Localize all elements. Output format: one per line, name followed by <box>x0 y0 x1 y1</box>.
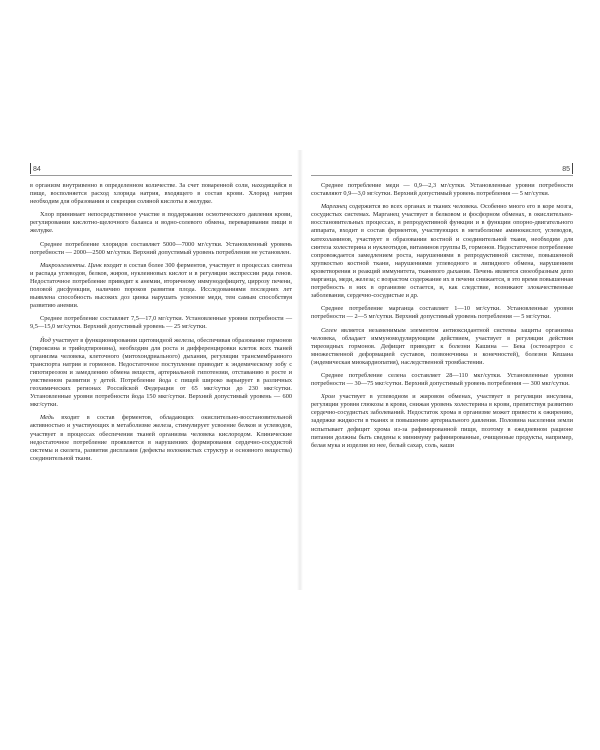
term-lead: Йод <box>40 336 51 344</box>
right-page-number: 85 <box>562 166 570 173</box>
paragraph: Хлор принимает непосредственное участие в поддержании осмотического давления крови, регулировании кислотно-щелочного баланса и водно-солевого обмена, переваривании пищи в желудке. <box>30 211 292 235</box>
left-header-rule <box>30 163 292 176</box>
left-page-body <box>30 182 292 463</box>
paragraph-text: содержится во всех органах и тканях человека. Особенно много его в коре мозга, сосудистых системах. Марганец участвует в белковом и фосфорном обменах, в окислительно-восстановительных процессах, в репродуктивной функции и в функции опорно-двигательного аппарата, входит в состав ферментов, участвующих в метаболизме аминокислот, углеводов, катехоламинов, участвует в образовании костной и соединительной ткани, необходим для синтеза холестерина и нуклеотидов, витаминов группы В, гормонов. Недостаточное потребление сопровождается замедлением роста, нарушениями в репродуктивной системе, повышенной хрупкостью костной ткани, нарушениями углеводного и липидного обмена, нарушением кроветворения и реакций иммунитета, тканевого дыхания. Печень является своеобразным депо марганца, меди, железа; с возрастом содержание их в печени снижается, в это время повышенная потребность в них в организме остается, и, как следствие, возникают злокачественные заболевания, сердечно-сосудистые и др. <box>311 203 574 300</box>
paragraph <box>30 337 292 410</box>
paragraph: Среднее потребление составляет 7,5—17,0 мг/сутки. Установленные уровни потребности — 9,5—15,0 мг/сутки. Верхний допустимый уровень — 25 мг/сутки. <box>30 315 292 331</box>
paragraph: Среднее потребление селена составляет 28—110 мкг/сутки. Установленные уровни потребности — 30—75 мкг/сутки. Верхний допустимый уровень потребления — 300 мкг/сутки. <box>311 371 573 388</box>
paragraph-text: является незаменимым элементом антиоксидантной системы защиты организма человека, обладает иммуномодулирующим действием, участвует в регуляции действия тиреоидных гормонов. Дефицит приводит к болезни Кашина — Бека (остеоартроз с множественной деформацией суставов, позвоночника и конечностей), болезни Кешана (эндемическая миокардиопатия), наследственной тромбастении. <box>311 326 573 366</box>
paragraph-text: участвует в углеводном и жировом обменах, участвует в регуляции инсулина, регуляции уровня глюкозы в крови, снижая уровень холестерина в крови, препятствуя развитию сердечно-сосудистых заболеваний. Недостаток хрома в организме может привести к ожирению, задержке жидкости в тканях и повышению артериального давления. Половина населения земли испытывает дефицит хрома из-за рафинированной пищи, поэтому в ежедневном рационе питания должны быть сведены к минимуму рафинированные, очищенные продукты, например, белая мука и изделия из нее, белый сахар, соль, каши <box>311 393 573 449</box>
page-gutter <box>297 150 303 590</box>
term-lead: Микроэлементы. Цинк <box>40 261 102 269</box>
paragraph <box>311 203 573 300</box>
right-header-rule <box>311 163 573 176</box>
paragraph-text: входит в состав ферментов, обладающих окислительно-восстановительной активностью и участвующих в метаболизме железа, стимулирует усвоение белков и углеводов, участвует в процессах обеспечения тканей организма человека кислородом. Клинические недостаточное потребление проявляется в нарушениях формирования сердечно-сосудистой системы и скелета, развития дисплазии (дефекты волокнистых структур и основного вещества) соединительной ткани. <box>30 414 292 462</box>
term-lead: Медь <box>40 414 54 422</box>
right-page-body <box>311 182 573 450</box>
term-lead: Марганец <box>321 203 348 211</box>
paragraph-text: входит в состав более 300 ферментов, участвует в процессах синтеза и распада углеводов, белков, жиров, нуклеиновых кислот и в регуляции экспрессии ряда генов. Недостаточное потребление приводит к анемии, вторичному иммунодефициту, циррозу печени, половой дисфункции, наличию пороков развития плода. Исследованиями последних лет выявлена способность высоких доз цинка нарушать усвоение меди, тем самым способствуя развитию анемии. <box>30 261 292 310</box>
paragraph <box>311 327 573 367</box>
paragraph: в организм внутривенно в определенном количестве. За счет поваренной соли, находящейся в пище, восполняется расход хлорида натрия, входящего в состав крови. Хлорид натрия необходим для образования и секреции соляной кислоты в желудке. <box>30 182 292 206</box>
paragraph <box>30 262 292 311</box>
left-page-number: 84 <box>33 166 41 173</box>
paragraph <box>311 393 573 450</box>
term-lead: Селен <box>321 326 337 334</box>
paragraph: Среднее потребление меди — 0,9—2,3 мг/сутки. Установленные уровни потребности составляют 0,9—3,0 мг/сутки. Верхний допустимый уровень потребления — 5 мг/сутки. <box>311 182 573 198</box>
left-page <box>30 163 292 468</box>
paragraph: Среднее потребление марганца составляет 1—10 мг/сутки. Установленные уровни потребности — 2—5 мг/сутки. Верхний допустимый уровень потребления — 5 мг/сутки. <box>311 305 573 321</box>
right-page <box>311 163 573 455</box>
paragraph: Среднее потребление хлоридов составляет 5000—7000 мг/сутки. Установленный уровень потребности — 2000—2500 мг/сутки. Верхний допустимый уровень потребления не установлен. <box>30 240 292 256</box>
term-lead: Хром <box>321 393 335 401</box>
paragraph-text: участвует в функционировании щитовидной железы, обеспечивая образование гормонов (тироксина и трийодтиронина), необходим для роста и дифференцировки клеток всех тканей организма человека, клеточного (митохондриального) дыхания, регуляции трансмембранного транспорта натрия и гормонов. Недостаточное поступление приводит к эндемическому зобу с гипотиреозом и замедлению обмена веществ, артериальной гипотензии, отставанию в росте и умственном развитии у детей. Потребление йода с пищей широко варьирует в различных геохимических регионах Российской Федерации от 65 мкг/сутки до 230 мкг/сутки. Установленные уровни потребности йода 150 мкг/сутки. Верхний допустимый уровень — 600 мкг/сутки. <box>30 336 292 409</box>
paragraph <box>30 414 292 463</box>
